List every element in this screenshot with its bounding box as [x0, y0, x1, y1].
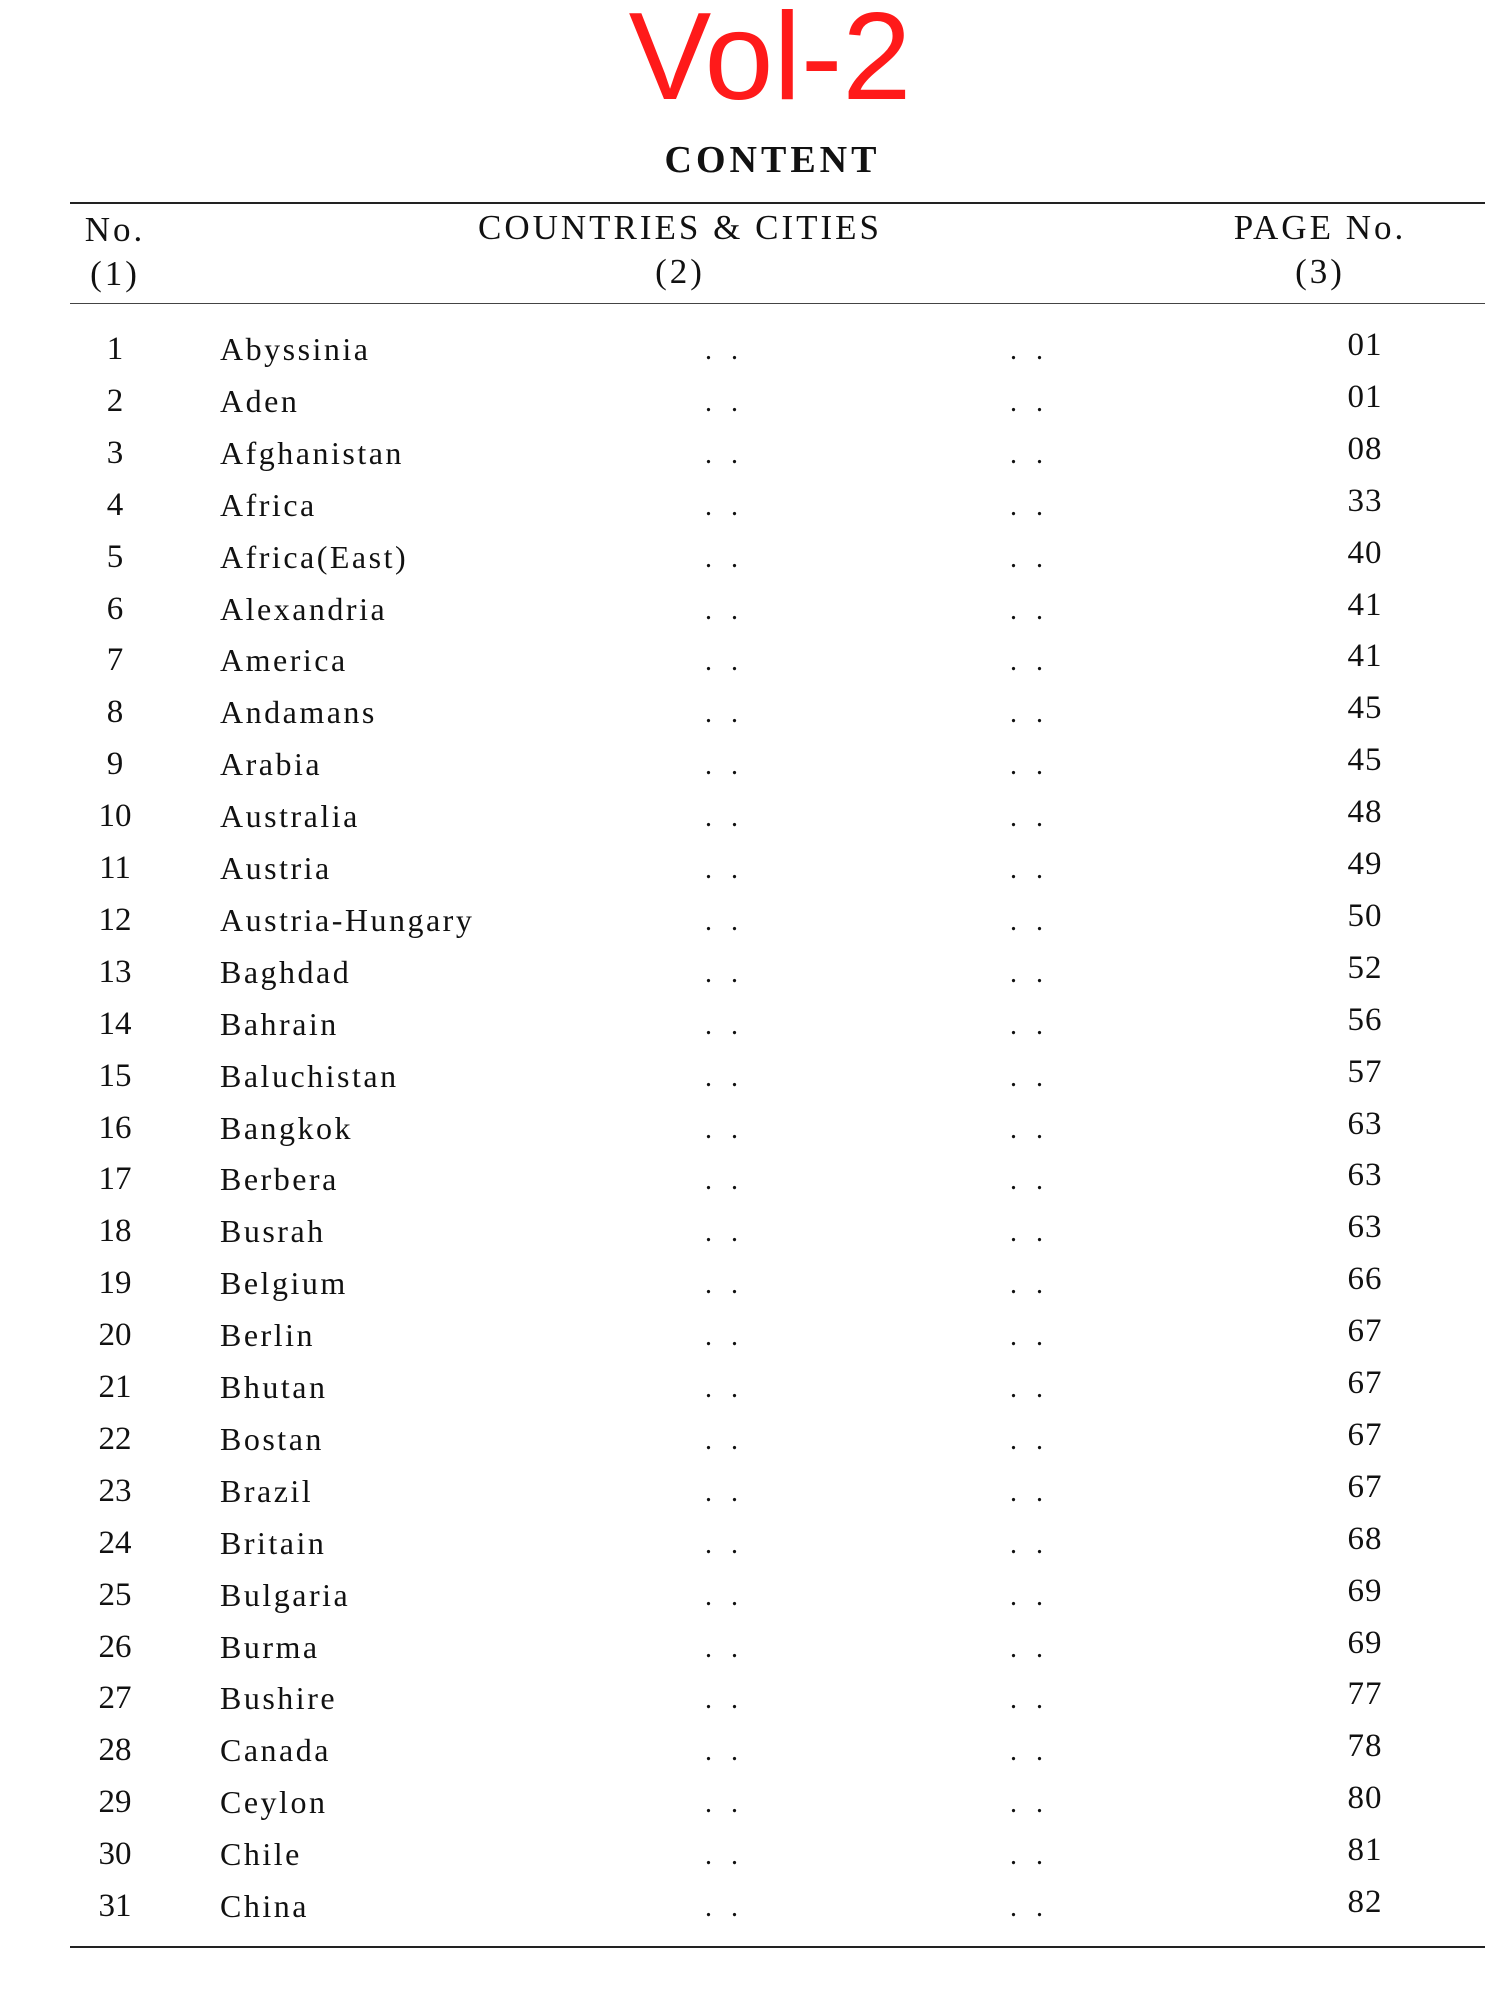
- list-item: [0, 1205, 1500, 1257]
- entry-number: 7: [106, 642, 124, 679]
- entry-name: Africa(East): [220, 538, 409, 575]
- entry-number: 14: [98, 1005, 132, 1042]
- entry-page: 69: [1347, 1624, 1383, 1661]
- entry-name: Burma: [220, 1628, 320, 1665]
- entry-number: 25: [98, 1576, 132, 1613]
- leader-dots: . .: [1010, 335, 1049, 366]
- leader-dots: . .: [705, 1632, 744, 1664]
- leader-dots: . .: [1010, 905, 1049, 937]
- entry-name: Britain: [220, 1524, 327, 1561]
- leader-dots: . .: [705, 1684, 744, 1716]
- entry-number: 5: [106, 538, 124, 575]
- entry-page: 67: [1347, 1365, 1383, 1401]
- list-item: [0, 738, 1500, 790]
- entry-name: Abyssinia: [220, 331, 371, 367]
- leader-dots: . .: [1010, 1892, 1049, 1923]
- leader-dots: . .: [705, 698, 744, 730]
- list-item: [0, 686, 1500, 738]
- leader-dots: . .: [1010, 1476, 1049, 1508]
- entry-name: Austria: [220, 850, 332, 886]
- leader-dots: . .: [1010, 1165, 1049, 1197]
- leader-dots: . .: [705, 386, 744, 418]
- entry-name: Ceylon: [220, 1784, 328, 1821]
- entry-number: 24: [98, 1524, 132, 1561]
- leader-dots: . .: [705, 1424, 744, 1456]
- list-item: [0, 1724, 1500, 1776]
- entry-number: 2: [106, 382, 124, 419]
- leader-dots: . .: [705, 594, 744, 626]
- entry-number: 27: [98, 1680, 132, 1717]
- leader-dots: . .: [705, 802, 744, 834]
- list-item: [0, 1361, 1500, 1413]
- entry-page: 67: [1347, 1313, 1383, 1350]
- entry-page: 66: [1347, 1261, 1383, 1298]
- volume-label: Vol-2: [628, 0, 912, 126]
- list-item: [0, 842, 1500, 894]
- entry-page: 01: [1347, 378, 1383, 415]
- list-item: [0, 1517, 1500, 1569]
- list-item: [0, 1776, 1500, 1828]
- leader-dots: . .: [705, 1373, 744, 1404]
- entry-name: Bangkok: [220, 1109, 354, 1146]
- leader-dots: . .: [1010, 1217, 1049, 1249]
- leader-dots: . .: [705, 1217, 744, 1249]
- entry-name: Berbera: [220, 1161, 339, 1198]
- entry-name: Belgium: [220, 1265, 348, 1302]
- entry-page: 78: [1347, 1728, 1383, 1765]
- leader-dots: . .: [705, 957, 744, 989]
- entry-name: Bushire: [220, 1680, 338, 1717]
- leader-dots: . .: [1010, 1009, 1049, 1041]
- page-title: CONTENT: [664, 139, 881, 181]
- leader-dots: . .: [705, 1840, 744, 1872]
- entry-name: Alexandria: [220, 590, 388, 627]
- entry-number: 1: [106, 331, 124, 367]
- list-item: [0, 998, 1500, 1050]
- entry-page: 08: [1347, 430, 1383, 467]
- entry-number: 19: [98, 1265, 132, 1302]
- leader-dots: . .: [705, 750, 744, 782]
- entry-name: Baghdad: [220, 953, 352, 990]
- entry-name: Austria-Hungary: [220, 901, 475, 938]
- entry-number: 23: [98, 1472, 132, 1509]
- entry-name: Bahrain: [220, 1005, 339, 1042]
- entry-number: 15: [98, 1057, 132, 1094]
- list-item: [0, 1257, 1500, 1309]
- entry-number: 3: [106, 434, 124, 471]
- leader-dots: . .: [1010, 646, 1049, 678]
- leader-dots: . .: [1010, 1528, 1049, 1560]
- leader-dots: . .: [705, 542, 744, 574]
- entry-number: 28: [98, 1732, 132, 1769]
- leader-dots: . .: [1010, 750, 1049, 782]
- leader-dots: . .: [1010, 1684, 1049, 1716]
- leader-dots: . .: [705, 1892, 744, 1923]
- leader-dots: . .: [705, 1476, 744, 1508]
- list-item: [0, 1569, 1500, 1621]
- list-item: [0, 479, 1500, 531]
- list-item: [0, 634, 1500, 686]
- leader-dots: . .: [1010, 1269, 1049, 1301]
- entry-name: Canada: [220, 1732, 331, 1769]
- entry-number: 29: [98, 1784, 132, 1821]
- entry-page: 81: [1347, 1832, 1383, 1869]
- entry-page: 82: [1347, 1884, 1383, 1920]
- leader-dots: . .: [1010, 1321, 1049, 1353]
- leader-dots: . .: [705, 1061, 744, 1093]
- column-header-countries-index: (2): [655, 252, 705, 291]
- entry-name: Bhutan: [220, 1369, 328, 1405]
- entry-page: 50: [1347, 897, 1383, 934]
- leader-dots: . .: [1010, 1632, 1049, 1664]
- entry-number: 20: [98, 1317, 132, 1354]
- leader-dots: . .: [1010, 1061, 1049, 1093]
- entry-page: 48: [1347, 794, 1383, 831]
- leader-dots: . .: [1010, 854, 1049, 885]
- entry-page: 41: [1347, 638, 1383, 675]
- column-header-number-index: (1): [90, 254, 140, 293]
- entry-name: Berlin: [220, 1317, 315, 1354]
- leader-dots: . .: [705, 1788, 744, 1820]
- entry-name: Bulgaria: [220, 1576, 351, 1613]
- entry-page: 80: [1347, 1780, 1383, 1817]
- column-header-number-label: No.: [84, 210, 146, 249]
- entry-number: 16: [98, 1109, 132, 1146]
- list-item: [0, 1621, 1500, 1673]
- entry-name: Afghanistan: [220, 434, 404, 471]
- list-item: [0, 946, 1500, 998]
- entry-page: 69: [1347, 1572, 1383, 1609]
- entry-number: 18: [98, 1213, 132, 1250]
- entry-page: 63: [1347, 1209, 1383, 1246]
- entry-page: 45: [1347, 742, 1383, 779]
- leader-dots: . .: [1010, 1736, 1049, 1768]
- list-item: [0, 1465, 1500, 1517]
- entry-page: 67: [1347, 1416, 1383, 1453]
- leader-dots: . .: [705, 1736, 744, 1768]
- entry-page: 41: [1347, 586, 1383, 623]
- entry-page: 57: [1347, 1053, 1383, 1090]
- footer-rule: [70, 1946, 1485, 1948]
- list-item: [0, 1153, 1500, 1205]
- list-item: [0, 1050, 1500, 1102]
- entry-page: 01: [1347, 327, 1383, 363]
- entry-name: Arabia: [220, 746, 323, 783]
- leader-dots: . .: [1010, 386, 1049, 418]
- entry-number: 11: [99, 850, 131, 886]
- leader-dots: . .: [1010, 802, 1049, 834]
- entry-name: Bostan: [220, 1420, 324, 1457]
- leader-dots: . .: [1010, 1788, 1049, 1820]
- entry-page: 45: [1347, 690, 1383, 727]
- entry-number: 17: [98, 1161, 132, 1198]
- entry-page: 56: [1347, 1001, 1383, 1038]
- entry-name: China: [220, 1888, 309, 1924]
- entry-page: 63: [1347, 1157, 1383, 1194]
- column-header-countries-label: COUNTRIES & CITIES: [478, 208, 882, 247]
- header-bottom-rule: [70, 303, 1485, 304]
- entry-name: Africa: [220, 486, 317, 523]
- list-item: [0, 375, 1500, 427]
- list-item: [0, 323, 1500, 375]
- list-item: [0, 583, 1500, 635]
- leader-dots: . .: [1010, 957, 1049, 989]
- entry-page: 77: [1347, 1676, 1383, 1713]
- leader-dots: . .: [705, 438, 744, 470]
- list-item: [0, 531, 1500, 583]
- column-header-countries: [420, 206, 940, 294]
- entry-name: Busrah: [220, 1213, 326, 1250]
- leader-dots: . .: [705, 854, 744, 885]
- list-item: [0, 894, 1500, 946]
- entry-page: 63: [1347, 1105, 1383, 1142]
- entry-page: 40: [1347, 534, 1383, 571]
- column-header-page: [1200, 206, 1440, 294]
- list-item: [0, 1413, 1500, 1465]
- column-header-page-label: PAGE No.: [1233, 208, 1407, 247]
- entry-number: 26: [98, 1628, 132, 1665]
- entry-number: 10: [98, 798, 132, 835]
- leader-dots: . .: [705, 1321, 744, 1353]
- leader-dots: . .: [1010, 1840, 1049, 1872]
- leader-dots: . .: [1010, 542, 1049, 574]
- list-item: [0, 1309, 1500, 1361]
- list-item: [0, 1672, 1500, 1724]
- entry-number: 21: [98, 1369, 132, 1405]
- leader-dots: . .: [1010, 490, 1049, 522]
- leader-dots: . .: [1010, 1580, 1049, 1612]
- leader-dots: . .: [1010, 438, 1049, 470]
- leader-dots: . .: [705, 1580, 744, 1612]
- entry-page: 52: [1347, 949, 1383, 986]
- list-item: [0, 790, 1500, 842]
- column-header-page-index: (3): [1295, 252, 1345, 291]
- entry-page: 67: [1347, 1468, 1383, 1505]
- leader-dots: . .: [705, 490, 744, 522]
- list-item: [0, 1102, 1500, 1154]
- entry-number: 6: [106, 590, 124, 627]
- list-item: [0, 1880, 1500, 1932]
- leader-dots: . .: [705, 335, 744, 366]
- entry-number: 9: [106, 746, 124, 783]
- leader-dots: . .: [705, 1009, 744, 1041]
- entry-number: 13: [98, 953, 132, 990]
- leader-dots: . .: [705, 1165, 744, 1197]
- leader-dots: . .: [705, 1113, 744, 1145]
- leader-dots: . .: [705, 905, 744, 937]
- entry-name: Australia: [220, 798, 360, 835]
- entry-page: 33: [1347, 482, 1383, 519]
- entry-number: 4: [106, 486, 124, 523]
- leader-dots: . .: [705, 646, 744, 678]
- entry-name: Brazil: [220, 1472, 314, 1509]
- entry-page: 49: [1347, 846, 1383, 882]
- entry-number: 30: [98, 1836, 132, 1873]
- leader-dots: . .: [1010, 698, 1049, 730]
- list-item: [0, 427, 1500, 479]
- entry-name: Andamans: [220, 694, 377, 731]
- list-item: [0, 1828, 1500, 1880]
- entry-number: 22: [98, 1420, 132, 1457]
- entry-name: Aden: [220, 382, 300, 419]
- entry-number: 31: [98, 1888, 132, 1924]
- entry-number: 12: [98, 901, 132, 938]
- entry-page: 68: [1347, 1520, 1383, 1557]
- leader-dots: . .: [1010, 1113, 1049, 1145]
- column-header-number: [60, 208, 170, 296]
- leader-dots: . .: [705, 1269, 744, 1301]
- entry-name: Baluchistan: [220, 1057, 399, 1094]
- leader-dots: . .: [1010, 1424, 1049, 1456]
- leader-dots: . .: [705, 1528, 744, 1560]
- entry-name: America: [220, 642, 348, 679]
- leader-dots: . .: [1010, 594, 1049, 626]
- entry-number: 8: [106, 694, 124, 731]
- entry-name: Chile: [220, 1836, 302, 1873]
- leader-dots: . .: [1010, 1373, 1049, 1404]
- header-top-rule: [70, 202, 1485, 204]
